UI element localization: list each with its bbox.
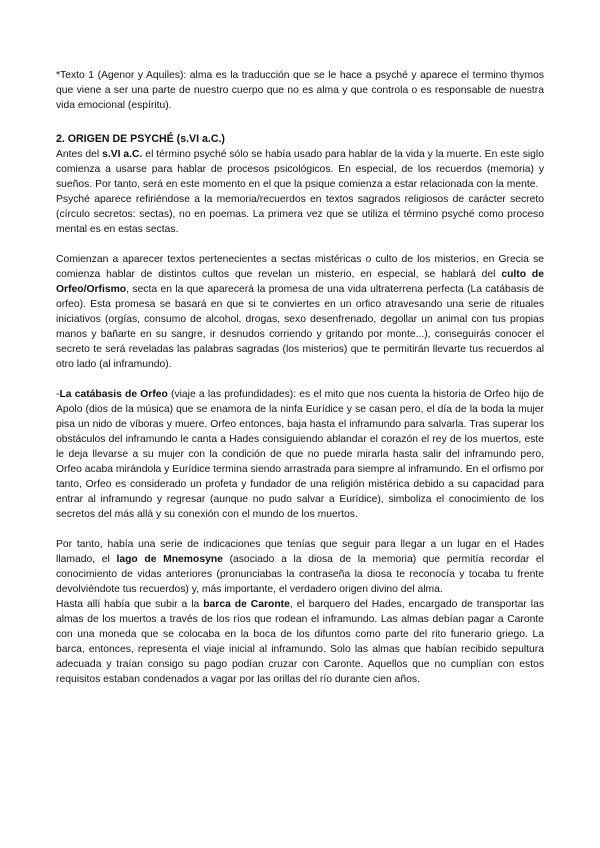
p1-post: el término psyché sólo se había usado para hablar de la vida y la muerte. En este siglo comienza a usarse para hablar de procesos psicológicos. En especial, de los recuerdos (memoria) y sueños. Por tanto, será en este momento en el que la psique comienza a estar relacionada con la mente. [56, 149, 544, 190]
paragraph-5 [56, 537, 544, 597]
p4-post: (viaje a las profundidades): es el mito que nos cuenta la historia de Orfeo hijo de Apolo (dios de la música) que se enamora de la ninfa Eurídice y se casan pero, el día de la boda la mujer pisa un nido de víboras y muere. Orfeo entonces, baja hasta el inframundo para salvarla. Tras superar los obstáculos del inframundo le canta a Hades consiguiendo ablandar el corazón el rey de los muertos, este le deja llevarse a su mujer con la condición de que no puede mirarla hasta salir del inframundo pero, Orfeo acaba mirándola y Eurídice termina siendo arrastrada para siempre al inframundo. En el orfismo por tanto, Orfeo es considerado un profeta y fundador de una religión mistérica debido a su capacidad para entrar al inframundo y regresar (aunque no pudo salvar a Eurídice), simboliza el conocimiento de los secretos del más allá y su conexión con el mundo de los muertos. [56, 389, 544, 520]
p1-bold: s.VI a.C. [102, 149, 143, 160]
paragraph-6 [56, 597, 544, 687]
p6-post: , el barquero del Hades, encargado de transportar las almas de los muertos a través de los ríos que rodean el inframundo. Las almas debían pagar a Caronte con una moneda que se colocaba en la boca de los difuntos como parte del rito funerario griego. La barca, entonces, representa el viaje inicial al inframundo. Solo las almas que habían recibido sepultura adecuada y traían consigo su pago podían cruzar con Caronte. Aquellos que no cumplían con estos requisitos estaban condenados a vagar por las orillas del río durante cien años. [56, 599, 544, 685]
p3-post: , secta en la que aparecerá la promesa de una vida ultraterrena perfecta (La catábasis de orfeo). Esta promesa se basará en que si te conviertes en un orfico atravesando una serie de rituales iniciativos (orgías, consumo de alcohol, drogas, sexo desenfrenado, degollar un animal con tus propias manos y bañarte en su sangre, ir desnudos corriendo y gritando por monte...), conseguirás conocer el secreto te será reveladas las palabras sagradas (los misterios) que te permitirán llevarte tus recuerdos al otro lado (al inframundo). [56, 284, 544, 370]
p3-bold: culto de Orfeo/Orfismo [56, 269, 544, 295]
p5-bold: lago de Mnemosyne [116, 554, 223, 565]
p5-pre: Por tanto, había una serie de indicaciones que tenías que seguir para llegar a un lugar en el Hades llamado, el [56, 539, 544, 565]
p6-bold: barca de Caronte [203, 599, 290, 610]
p5-post: (asociado a la diosa de la memoria) que permitía recordar el conocimiento de vidas anteriores (pronunciabas la contraseña la diosa te reconocía y tocaba tu frente devolviéndote tus recuerdos) y, más importante, el verdadero origen divino del alma. [56, 554, 544, 595]
paragraph-1 [56, 147, 544, 192]
p3-pre: Comienzan a aparecer textos pertenecientes a sectas mistéricas o culto de los misterios, en Grecia se comienza hablar de distintos cultos que revelan un misterio, en especial, se hablará del [56, 254, 544, 280]
p4-bold: La catábasis de Orfeo [59, 389, 168, 400]
text-note: *Texto 1 (Agenor y Aquiles): alma es la traducción que se le hace a psyché y aparece el termino thymos que viene a ser una parte de nuestro cuerpo que no es alma y que controla o es responsable de nuestra vida emocional (espíritu). [56, 70, 544, 111]
p6-pre: Hasta allí había que subir a la [56, 599, 204, 610]
paragraph-2: Psyché aparece refiriéndose a la memoria/recuerdos en textos sagrados religiosos de carácter secreto (círculo secretos: sectas), no en poemas. La primera vez que se utiliza el término psyché como proceso mental es en estas sectas. [56, 194, 544, 235]
p1-pre: Antes del [56, 149, 103, 160]
paragraph-4 [56, 387, 544, 522]
p4-pre: - [56, 389, 60, 400]
section-heading: 2. ORIGEN DE PSYCHÉ (s.VI a.C.) [56, 133, 225, 145]
paragraph-3 [56, 252, 544, 372]
